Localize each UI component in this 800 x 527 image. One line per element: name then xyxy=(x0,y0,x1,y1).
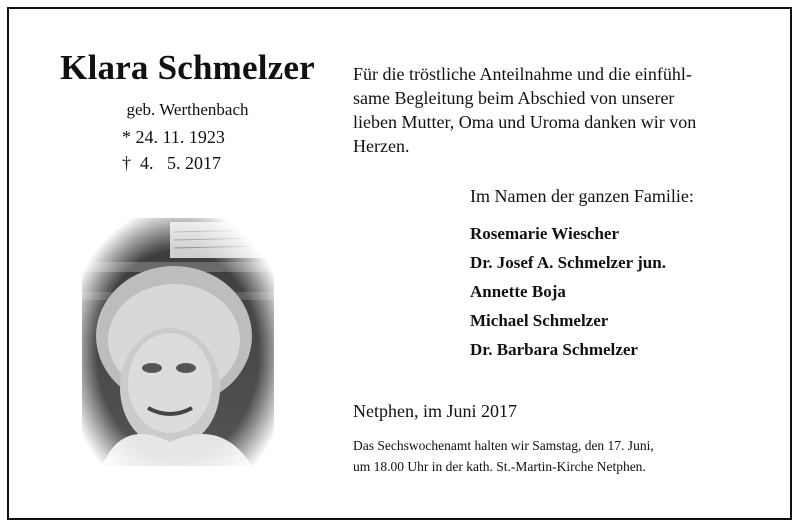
portrait-photo xyxy=(82,218,274,466)
service-line: Das Sechswochenamt halten wir Samstag, den 17. Juni, xyxy=(353,438,654,453)
message-line: same Begleitung beim Abschied von unserer xyxy=(353,88,675,108)
family-member: Dr. Barbara Schmelzer xyxy=(470,340,638,359)
family-intro: Im Namen der ganzen Familie: xyxy=(470,186,694,206)
message-line: Für die tröstliche Anteilnahme und die einfühl- xyxy=(353,64,692,84)
family-member: Annette Boja xyxy=(470,282,566,301)
life-dates xyxy=(122,124,225,176)
thank-you-message xyxy=(353,62,743,158)
family-member: Rosemarie Wiescher xyxy=(470,224,620,243)
place-date: Netphen, im Juni 2017 xyxy=(353,401,517,421)
message-line: lieben Mutter, Oma und Uroma danken wir von xyxy=(353,112,697,132)
service-line: um 18.00 Uhr in der kath. St.-Martin-Kirche Netphen. xyxy=(353,459,646,474)
death-date: † 4. 5. 2017 xyxy=(122,153,221,173)
service-notice xyxy=(353,435,654,477)
family-list xyxy=(470,219,666,364)
message-line: Herzen. xyxy=(353,136,410,156)
deceased-name: Klara Schmelzer xyxy=(60,48,315,87)
birth-name: geb. Werthenbach xyxy=(126,100,249,119)
family-member: Michael Schmelzer xyxy=(470,311,609,330)
birth-date: * 24. 11. 1923 xyxy=(122,127,225,147)
family-member: Dr. Josef A. Schmelzer jun. xyxy=(470,253,666,272)
